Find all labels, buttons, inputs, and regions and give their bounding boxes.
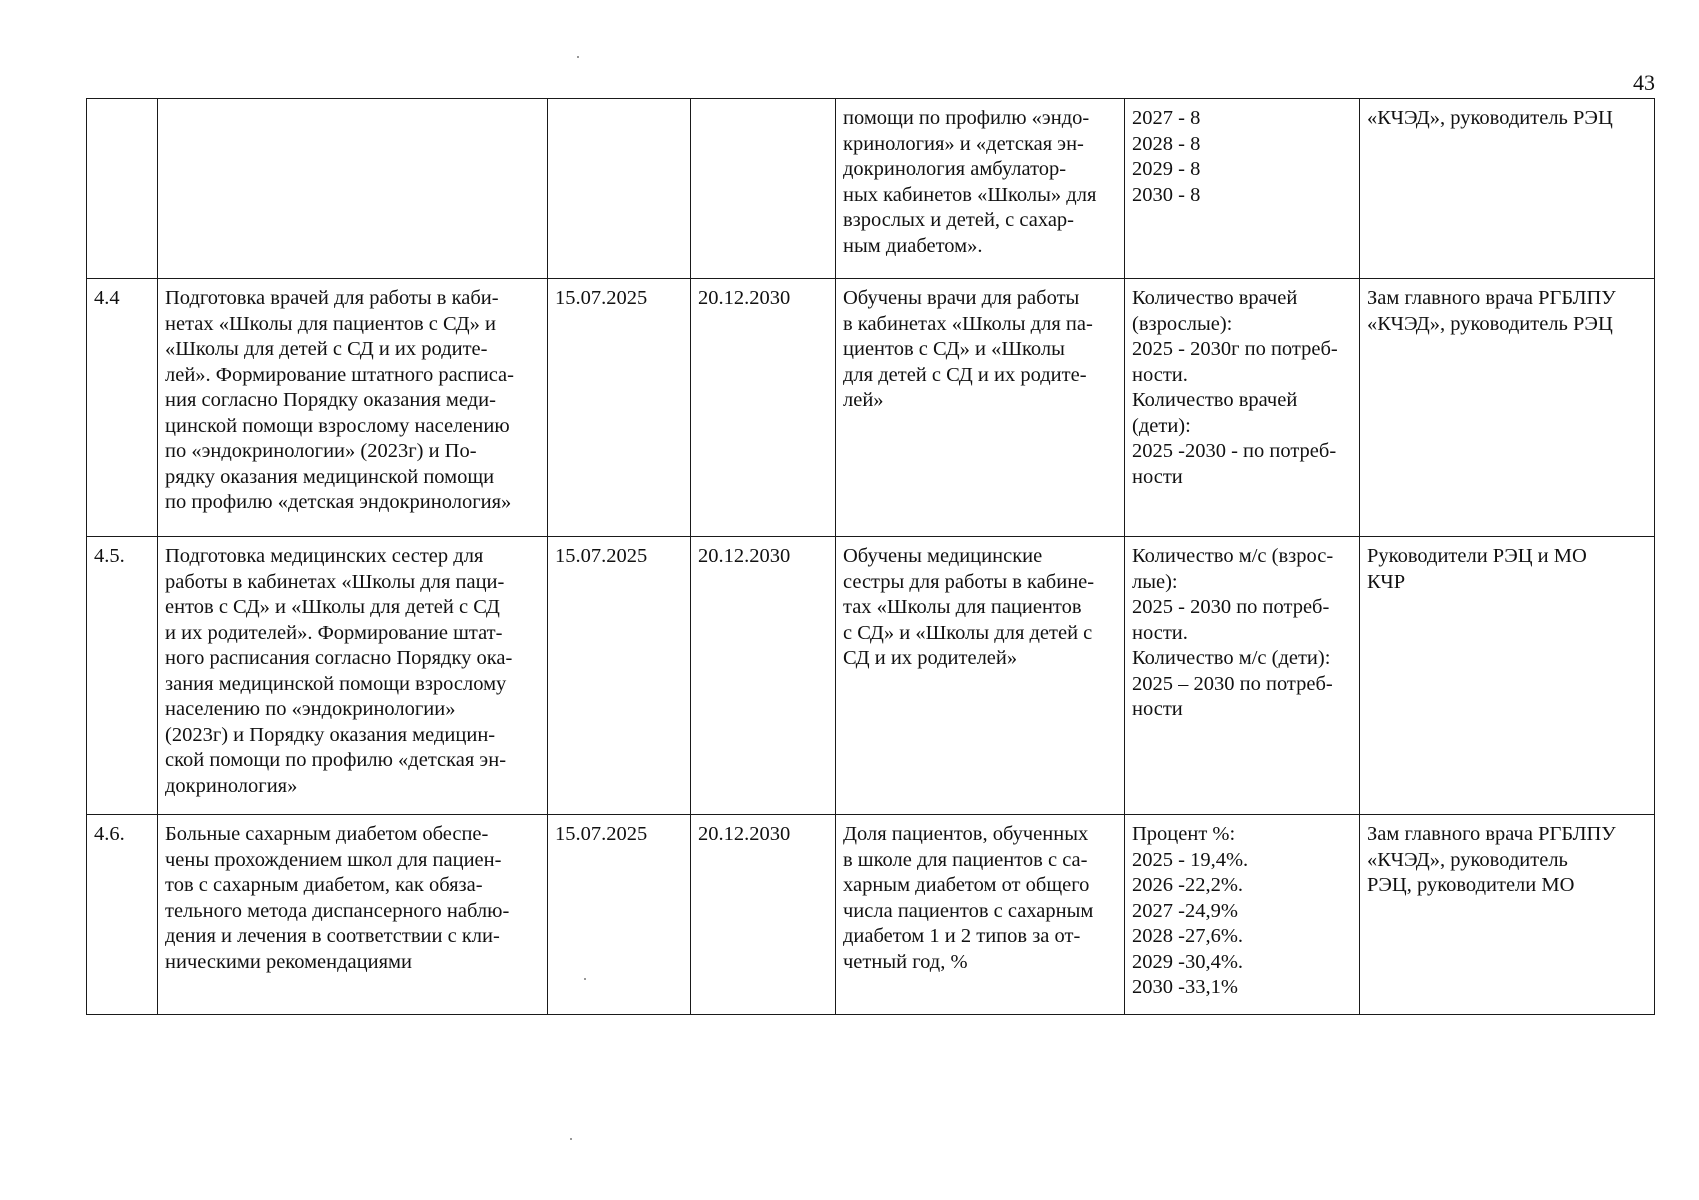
cell-end-date: 20.12.2030 — [691, 279, 836, 537]
table-row — [87, 815, 1655, 1015]
scan-speck — [577, 56, 579, 58]
table-row — [87, 279, 1655, 537]
cell-end-date — [691, 99, 836, 279]
cell-responsible: Зам главного врача РГБЛПУ «КЧЭД», руководитель РЭЦ — [1360, 279, 1655, 537]
cell-start-date: 15.07.2025 — [548, 537, 691, 815]
cell-responsible: «КЧЭД», руководитель РЭЦ — [1360, 99, 1655, 279]
scan-speck — [584, 978, 586, 980]
cell-start-date: 15.07.2025 — [548, 279, 691, 537]
cell-description: Больные сахарным диабетом обеспе- чены прохождением школ для пациен- тов с сахарным диабетом, как обяза- тельного метода диспансерного наблю- дения и лечения в соответствии с кли- ническими рекомендациями — [158, 815, 548, 1015]
cell-number: 4.6. — [87, 815, 158, 1015]
cell-number: 4.4 — [87, 279, 158, 537]
cell-responsible: Руководители РЭЦ и МО КЧР — [1360, 537, 1655, 815]
cell-number — [87, 99, 158, 279]
cell-indicator: Количество м/с (взрос- лые): 2025 - 2030 по потреб- ности. Количество м/с (дети): 2025 – 2030 по потреб- ности — [1125, 537, 1360, 815]
cell-indicator: Количество врачей (взрослые): 2025 - 2030г по потреб- ности. Количество врачей (дети): 2025 -2030 - по потреб- ности — [1125, 279, 1360, 537]
cell-end-date: 20.12.2030 — [691, 815, 836, 1015]
cell-result: Доля пациентов, обученных в школе для пациентов с са- харным диабетом от общего числа пациентов с сахарным диабетом 1 и 2 типов за от- четный год, % — [836, 815, 1125, 1015]
scan-speck — [570, 1138, 572, 1140]
cell-result: Обучены врачи для работы в кабинетах «Школы для па- циентов с СД» и «Школы для детей с СД и их родите- лей» — [836, 279, 1125, 537]
cell-description: Подготовка врачей для работы в каби- нетах «Школы для пациентов с СД» и «Школы для детей с СД и их родите- лей». Формирование штатного расписа- ния согласно Порядку оказания меди- цинской помощи взрослому населению по «эндокринологии» (2023г) и По- рядку оказания медицинской помощи по профилю «детская эндокринология» — [158, 279, 548, 537]
cell-result: Обучены медицинские сестры для работы в кабине- тах «Школы для пациентов с СД» и «Школы для детей с СД и их родителей» — [836, 537, 1125, 815]
cell-number: 4.5. — [87, 537, 158, 815]
plan-table — [86, 98, 1655, 1015]
page-number: 43 — [1633, 70, 1655, 95]
cell-description — [158, 99, 548, 279]
cell-start-date: 15.07.2025 — [548, 815, 691, 1015]
cell-description: Подготовка медицинских сестер для работы в кабинетах «Школы для паци- ентов с СД» и «Школы для детей с СД и их родителей». Формирование штат- ного расписания согласно Порядку ока- зания медицинской помощи взрослому населению по «эндокринологии» (2023г) и Порядку оказания медицин- ской помощи по профилю «детская эн- докринология» — [158, 537, 548, 815]
cell-indicator: 2027 - 8 2028 - 8 2029 - 8 2030 - 8 — [1125, 99, 1360, 279]
table-row — [87, 99, 1655, 279]
cell-end-date: 20.12.2030 — [691, 537, 836, 815]
table-row — [87, 537, 1655, 815]
cell-result: помощи по профилю «эндо- кринология» и «детская эн- докринология амбулатор- ных кабинетов «Школы» для взрослых и детей, с сахар- ным диабетом». — [836, 99, 1125, 279]
cell-indicator: Процент %: 2025 - 19,4%. 2026 -22,2%. 2027 -24,9% 2028 -27,6%. 2029 -30,4%. 2030 -33,1% — [1125, 815, 1360, 1015]
cell-start-date — [548, 99, 691, 279]
cell-responsible: Зам главного врача РГБЛПУ «КЧЭД», руководитель РЭЦ, руководители МО — [1360, 815, 1655, 1015]
